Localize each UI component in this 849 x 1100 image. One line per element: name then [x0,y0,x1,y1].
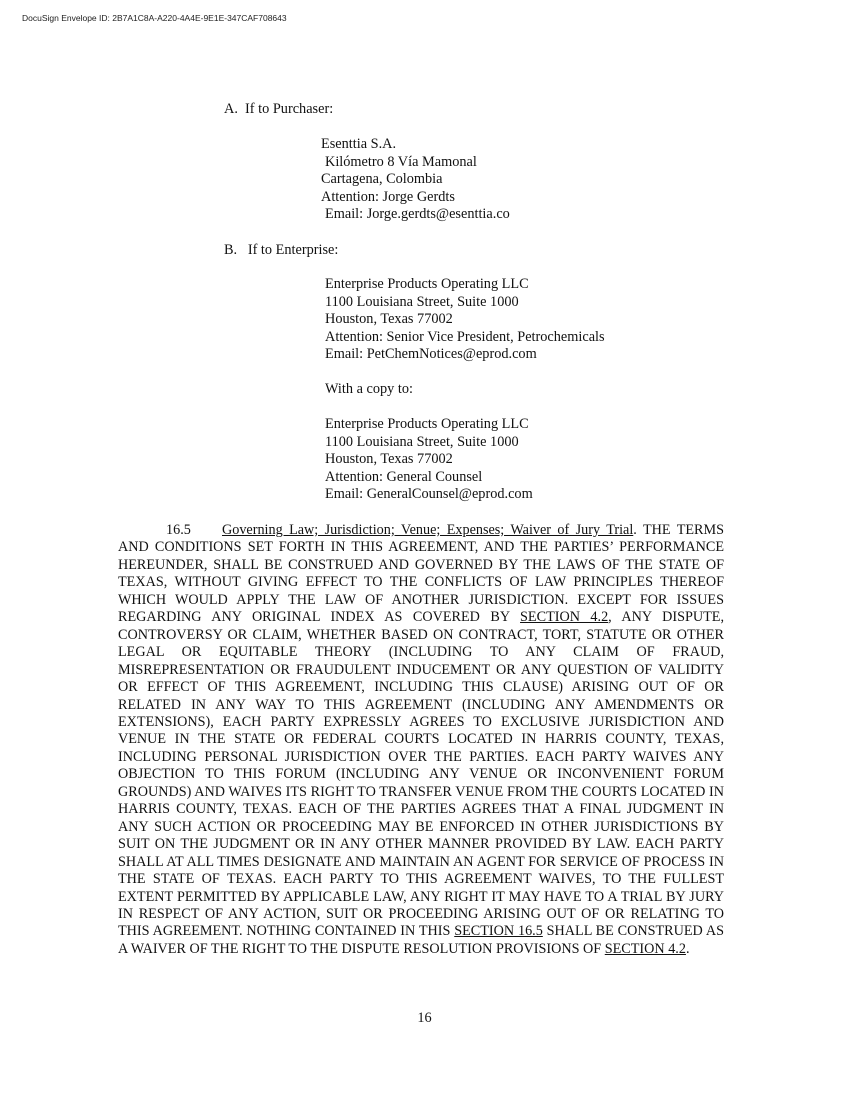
address-line: Kilómetro 8 Vía Mamonal [325,153,477,170]
address-line: Houston, Texas 77002 [325,311,453,327]
section-text: SHALL BE CONSTRUED AS A WAIVER OF THE RIGHT TO THE DISPUTE RESOLUTION PROVISIONS OF [118,923,724,957]
address-line: Esenttia S.A. [321,136,397,152]
section-reference: SECTION 4.2 [604,940,686,957]
section-16-5-paragraph [118,522,724,958]
section-text: , ANY DISPUTE, CONTROVERSY OR CLAIM, WHETHER BASED ON CONTRACT, TORT, STATUTE OR OTHER LEGAL OR EQUITABLE THEORY (INCLUDING TO ANY CLAIM OF FRAUD, MISREPRESENTATION OR FRAUDULENT INDUCEMENT OR ANY QUESTION OF VALIDITY OR EFFECT OF THIS AGREEMENT, INCLUDING THIS CLAUSE) ARISING OUT OF OR RELATED IN ANY WAY TO THIS AGREEMENT (INCLUDING ANY AMENDMENTS OR EXTENSIONS), EACH PARTY EXPRESSLY AGREES TO EXCLUSIVE JURISDICTION AND VENUE IN THE STATE OR FEDERAL COURTS LOCATED IN HARRIS COUNTY, TEXAS, INCLUDING PERSONAL JURISDICTION OVER THE PARTIES. EACH PARTY WAIVES ANY OBJECTION TO THIS FORUM (INCLUDING ANY VENUE OR INCONVENIENT FORUM GROUNDS) AND WAIVES ITS RIGHT TO TRANSFER VENUE FROM THE COURTS LOCATED IN HARRIS COUNTY, TEXAS. EACH OF THE PARTIES AGREES THAT A FINAL JUDGMENT IN ANY SUCH ACTION OR PROCEEDING MAY BE ENFORCED IN OTHER JURISDICTIONS BY SUIT ON THE JUDGMENT OR IN ANY OTHER MANNER PROVIDED BY LAW. EACH PARTY SHALL AT ALL TIMES DESIGNATE AND MAINTAIN AN AGENT FOR SERVICE OF PROCESS IN THE STATE OF TEXAS. EACH PARTY TO THIS AGREEMENT WAIVES, TO THE FULLEST EXTENT PERMITTED BY APPLICABLE LAW, ANY RIGHT IT MAY HAVE TO A TRIAL BY JURY IN RESPECT OF ANY ACTION, SUIT OR PROCEEDING ARISING OUT OF OR RELATING TO THIS AGREEMENT. NOTHING CONTAINED IN THIS [118,609,724,940]
page-number: 16 [417,1010,432,1026]
address-line: Cartagena, Colombia [321,171,443,187]
address-line: Houston, Texas 77002 [325,451,453,467]
purchaser-address [321,136,510,224]
envelope-id: DocuSign Envelope ID: 2B7A1C8A-A220-4A4E-9E1E-347CAF708643 [22,13,287,23]
address-line: Enterprise Products Operating LLC [325,276,529,292]
section-number: 16.5 [166,522,191,538]
address-line: Email: GeneralCounsel@eprod.com [325,486,533,502]
copy-address [325,416,533,504]
address-line: Attention: Senior Vice President, Petrochemicals [325,328,605,345]
section-text: . [685,940,690,957]
section-heading: Governing Law; Jurisdiction; Venue; Expenses; Waiver of Jury Trial [222,522,634,538]
section-text: . THE TERMS AND CONDITIONS SET FORTH IN THIS AGREEMENT, AND THE PARTIES’ PERFORMANCE HEREUNDER, SHALL BE CONSTRUED AND GOVERNED BY THE LAWS OF THE STATE OF TEXAS, WITHOUT GIVING EFFECT TO THE CONFLICTS OF LAW PRINCIPLES THEREOF WHICH WOULD APPLY THE LAW OF ANOTHER JURISDICTION. EXCEPT FOR ISSUES REGARDING ANY ORIGINAL INDEX AS COVERED BY [118,522,724,626]
purchaser-label: A. If to Purchaser: [224,101,334,117]
address-line: Email: Jorge.gerdts@esenttia.co [325,206,510,222]
section-reference: SECTION 4.2 [520,609,609,626]
address-line: Attention: General Counsel [325,468,483,485]
address-line: Attention: Jorge Gerdts [321,188,455,205]
address-line: 1100 Louisiana Street, Suite 1000 [325,433,519,450]
copy-label: With a copy to: [325,381,413,397]
enterprise-label: B. If to Enterprise: [224,242,339,258]
section-reference: SECTION 16.5 [454,923,543,940]
address-line: Enterprise Products Operating LLC [325,416,529,432]
address-line: Email: PetChemNotices@eprod.com [325,346,537,362]
address-line: 1100 Louisiana Street, Suite 1000 [325,293,519,310]
enterprise-address [325,276,605,364]
